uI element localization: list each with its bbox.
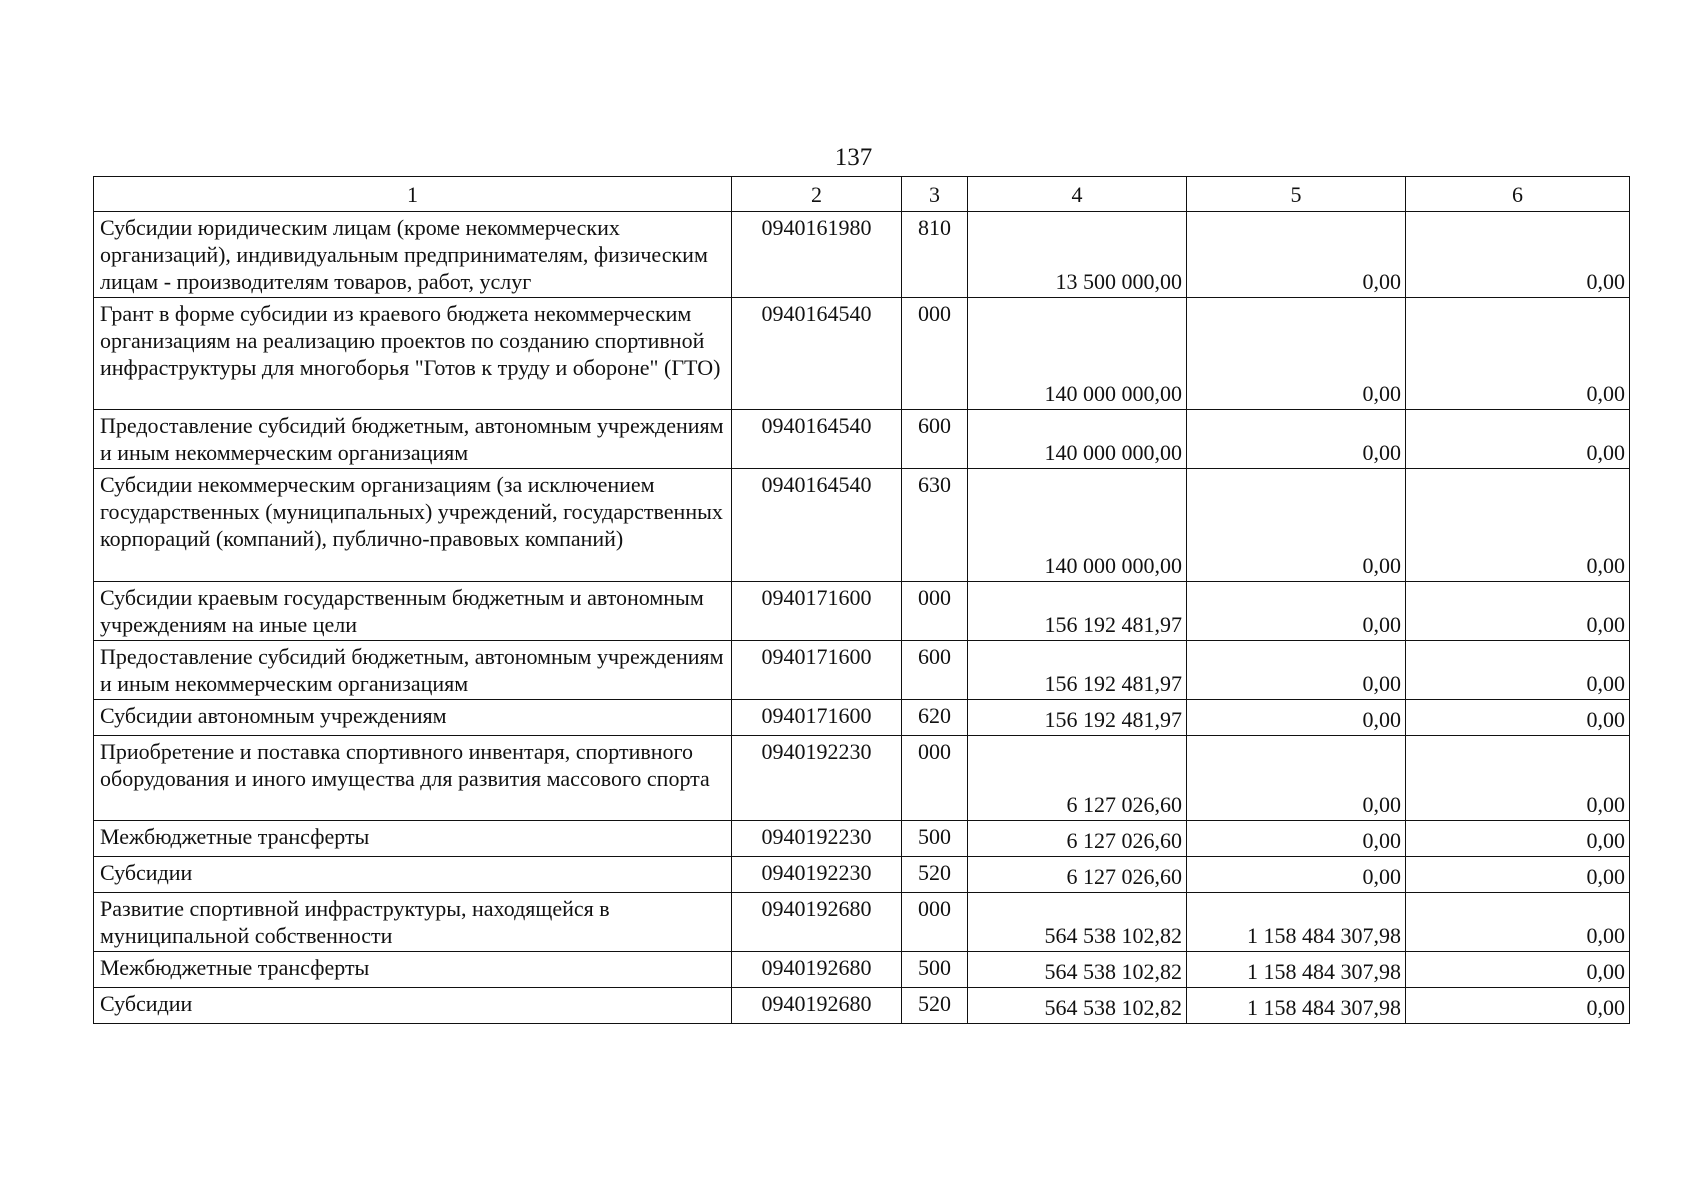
row-code: 0940171600 [732,700,902,736]
table-row [94,410,1630,469]
row-kind: 600 [902,641,968,700]
row-name: Субсидии [94,988,732,1024]
row-amount-4: 156 192 481,97 [968,582,1187,641]
row-code: 0940161980 [732,212,902,298]
table-row [94,298,1630,410]
column-header: 2 [732,177,902,212]
row-kind: 520 [902,988,968,1024]
row-amount-5: 0,00 [1187,582,1406,641]
row-kind: 810 [902,212,968,298]
row-name: Грант в форме субсидии из краевого бюджета некоммерческим организациям на реализацию проектов по созданию спортивной инфраструктуры для многоборья "Готов к труду и обороне" (ГТО) [94,298,732,410]
row-code: 0940164540 [732,410,902,469]
table-row [94,952,1630,988]
row-code: 0940164540 [732,298,902,410]
row-kind: 000 [902,582,968,641]
row-amount-5: 0,00 [1187,469,1406,582]
row-name: Межбюджетные трансферты [94,952,732,988]
row-amount-5: 0,00 [1187,410,1406,469]
row-amount-6: 0,00 [1406,952,1630,988]
row-amount-5: 0,00 [1187,821,1406,857]
row-code: 0940192680 [732,893,902,952]
table-row [94,700,1630,736]
page-number: 137 [834,144,873,171]
row-amount-6: 0,00 [1406,893,1630,952]
row-amount-5: 0,00 [1187,700,1406,736]
row-amount-4: 13 500 000,00 [968,212,1187,298]
row-amount-5: 0,00 [1187,857,1406,893]
row-amount-6: 0,00 [1406,700,1630,736]
row-amount-5: 0,00 [1187,736,1406,821]
row-code: 0940192230 [732,736,902,821]
row-amount-6: 0,00 [1406,641,1630,700]
row-code: 0940192680 [732,988,902,1024]
row-amount-4: 6 127 026,60 [968,821,1187,857]
row-amount-5: 0,00 [1187,641,1406,700]
column-header: 6 [1406,177,1630,212]
row-kind: 000 [902,736,968,821]
row-code: 0940192680 [732,952,902,988]
row-amount-4: 564 538 102,82 [968,988,1187,1024]
row-kind: 000 [902,298,968,410]
budget-table [93,176,1630,1024]
row-amount-5: 0,00 [1187,212,1406,298]
row-code: 0940164540 [732,469,902,582]
row-amount-4: 6 127 026,60 [968,736,1187,821]
row-amount-6: 0,00 [1406,298,1630,410]
row-amount-6: 0,00 [1406,410,1630,469]
table-row [94,212,1630,298]
row-code: 0940171600 [732,641,902,700]
row-amount-5: 1 158 484 307,98 [1187,952,1406,988]
row-amount-5: 0,00 [1187,298,1406,410]
table-row [94,736,1630,821]
row-amount-6: 0,00 [1406,988,1630,1024]
row-amount-6: 0,00 [1406,857,1630,893]
row-amount-4: 156 192 481,97 [968,641,1187,700]
row-code: 0940192230 [732,857,902,893]
row-amount-4: 564 538 102,82 [968,952,1187,988]
row-amount-6: 0,00 [1406,736,1630,821]
row-name: Субсидии некоммерческим организациям (за исключением государственных (муниципальных) учреждений, государственных корпораций (компаний), публично-правовых компаний) [94,469,732,582]
row-amount-6: 0,00 [1406,469,1630,582]
column-header: 3 [902,177,968,212]
row-kind: 600 [902,410,968,469]
column-header: 4 [968,177,1187,212]
header-row [94,177,1630,212]
table-row [94,893,1630,952]
table-row [94,857,1630,893]
column-header: 1 [94,177,732,212]
row-amount-5: 1 158 484 307,98 [1187,893,1406,952]
row-kind: 520 [902,857,968,893]
row-amount-6: 0,00 [1406,212,1630,298]
table-row [94,469,1630,582]
row-kind: 630 [902,469,968,582]
table-row [94,821,1630,857]
table-row [94,582,1630,641]
row-name: Приобретение и поставка спортивного инвентаря, спортивного оборудования и иного имущества для развития массового спорта [94,736,732,821]
row-kind: 500 [902,821,968,857]
row-name: Субсидии краевым государственным бюджетным и автономным учреждениям на иные цели [94,582,732,641]
row-code: 0940192230 [732,821,902,857]
table-row [94,988,1630,1024]
row-amount-4: 6 127 026,60 [968,857,1187,893]
row-kind: 000 [902,893,968,952]
row-name: Развитие спортивной инфраструктуры, находящейся в муниципальной собственности [94,893,732,952]
row-name: Субсидии [94,857,732,893]
row-code: 0940171600 [732,582,902,641]
row-amount-4: 140 000 000,00 [968,469,1187,582]
row-kind: 620 [902,700,968,736]
row-amount-6: 0,00 [1406,582,1630,641]
row-name: Субсидии юридическим лицам (кроме некоммерческих организаций), индивидуальным предпринимателям, физическим лицам - производителям товаров, работ, услуг [94,212,732,298]
column-header: 5 [1187,177,1406,212]
row-amount-4: 140 000 000,00 [968,410,1187,469]
row-kind: 500 [902,952,968,988]
row-name: Предоставление субсидий бюджетным, автономным учреждениям и иным некоммерческим организациям [94,410,732,469]
row-name: Предоставление субсидий бюджетным, автономным учреждениям и иным некоммерческим организациям [94,641,732,700]
row-amount-6: 0,00 [1406,821,1630,857]
table-row [94,641,1630,700]
row-amount-4: 156 192 481,97 [968,700,1187,736]
row-amount-4: 564 538 102,82 [968,893,1187,952]
row-amount-5: 1 158 484 307,98 [1187,988,1406,1024]
row-name: Субсидии автономным учреждениям [94,700,732,736]
row-name: Межбюджетные трансферты [94,821,732,857]
row-amount-4: 140 000 000,00 [968,298,1187,410]
